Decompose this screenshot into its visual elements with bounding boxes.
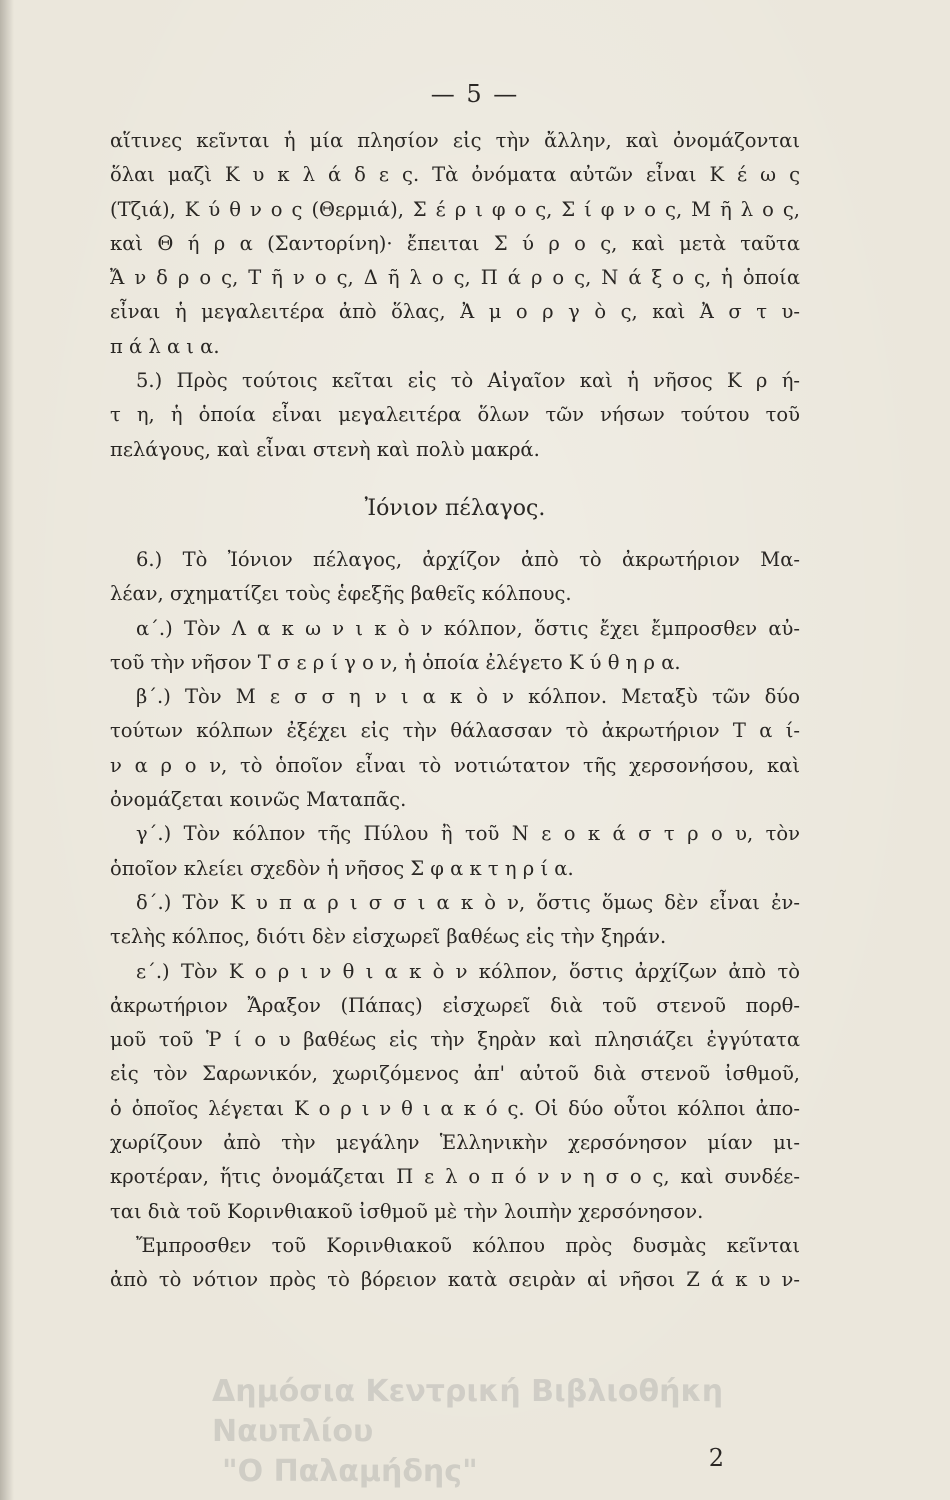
watermark-line: Δημόσια Κεντρική Βιβλιοθήκη Ναυπλίου — [212, 1374, 724, 1449]
text-line: χωρίζουν ἀπὸ τὴν μεγάλην Ἑλληνικὴν χερσόνησον μίαν μι- — [110, 1131, 800, 1155]
text-line: π ά λ α ι α. — [110, 334, 220, 358]
text-line: γ΄.) Τὸν κόλπον τῆς Πύλου ἢ τοῦ Ν ε ο κ ά σ τ ρ ο υ, τὸν — [136, 822, 800, 846]
text-line: τελὴς κόλπος, διότι δὲν εἰσχωρεῖ βαθέως εἰς τὴν ξηράν. — [110, 925, 667, 949]
text-line: ὀνομάζεται κοινῶς Ματαπᾶς. — [110, 788, 407, 812]
text-line: μοῦ τοῦ Ῥ ί ο υ βαθέως εἰς τὴν ξηρὰν καὶ πλησιάζει ἐγγύτατα — [110, 1028, 800, 1052]
text-line: α΄.) Τὸν Λ α κ ω ν ι κ ὸ ν κόλπον, ὅστις ἔχει ἔμπροσθεν αὐ- — [136, 616, 800, 640]
text-line: Ἔμπροσθεν τοῦ Κορινθιακοῦ κόλπου πρὸς δυσμὰς κεῖνται — [136, 1233, 800, 1257]
text-line: 6.) Τὸ Ἰόνιον πέλαγος, ἀρχίζον ἀπὸ τὸ ἀκρωτήριον Μα- — [136, 547, 800, 571]
text-line: ἀκρωτήριον Ἄραξον (Πάπας) εἰσχωρεῖ διὰ τοῦ στενοῦ πορθ- — [110, 993, 800, 1017]
text-line: πελάγους, καὶ εἶναι στενὴ καὶ πολὺ μακρά. — [110, 437, 540, 461]
text-line: ὁ ὁποῖος λέγεται Κ ο ρ ι ν θ ι α κ ό ς. Οἱ δύο οὗτοι κόλποι ἀπο- — [110, 1096, 800, 1120]
text-line: καὶ Θ ή ρ α (Σαντορίνη)· ἔπειται Σ ύ ρ ο ς, καὶ μετὰ ταῦτα — [110, 231, 800, 255]
text-line: κροτέραν, ἥτις ὀνομάζεται Π ε λ ο π ό ν ν η σ ο ς, καὶ συνδέε- — [110, 1165, 800, 1189]
signature-mark: 2 — [708, 1444, 724, 1472]
text-line: Ἄ ν δ ρ ο ς, Τ ῆ ν ο ς, Δ ῆ λ ο ς, Π ά ρ ο ς, Ν ά ξ ο ς, ἡ ὁποία — [110, 266, 800, 290]
text-line: ὁποῖον κλείει σχεδὸν ἡ νῆσος Σ φ α κ τ η ρ ί α. — [110, 856, 574, 880]
text-line: τ η, ἡ ὁποία εἶναι μεγαλειτέρα ὅλων τῶν νήσων τούτου τοῦ — [110, 403, 800, 427]
text-line: ἀπὸ τὸ νότιον πρὸς τὸ βόρειον κατὰ σειρὰν αἱ νῆσοι Ζ ά κ υ ν- — [110, 1268, 800, 1292]
text-line: λέαν, σχηματίζει τοὺς ἑφεξῆς βαθεῖς κόλπους. — [110, 582, 572, 606]
section-heading: Ἰόνιον πέλαγος. — [364, 495, 546, 521]
page-text — [110, 124, 800, 1298]
text-line: β΄.) Τὸν Μ ε σ σ η ν ι α κ ὸ ν κόλπον. Μεταξὺ τῶν δύο — [136, 685, 800, 709]
text-line: τούτων κόλπων ἐξέχει εἰς τὴν θάλασσαν τὸ ἀκρωτήριον Τ α ί- — [110, 719, 800, 743]
text-line: εἶναι ἡ μεγαλειτέρα ἀπὸ ὅλας, Ἀ μ ο ρ γ ὸ ς, καὶ Ἀ σ τ υ- — [110, 300, 800, 324]
text-line: εἰς τὸν Σαρωνικόν, χωριζόμενος ἀπ' αὐτοῦ διὰ στενοῦ ἰσθμοῦ, — [110, 1062, 800, 1086]
text-line: δ΄.) Τὸν Κ υ π α ρ ι σ σ ι α κ ὸ ν, ὅστις ὅμως δὲν εἶναι ἐν- — [136, 890, 800, 914]
text-line: τοῦ τὴν νῆσον Τ σ ε ρ ί γ ο ν, ἡ ὁποία ἐλέγετο Κ ύ θ η ρ α. — [110, 650, 681, 674]
text-line: 5.) Πρὸς τούτοις κεῖται εἰς τὸ Αἰγαῖον καὶ ἡ νῆσος Κ ρ ή- — [136, 369, 800, 393]
text-line: ται διὰ τοῦ Κορινθιακοῦ ἰσθμοῦ μὲ τὴν λοιπὴν χερσόνησον. — [110, 1199, 704, 1223]
text-line: (Τζιά), Κ ύ θ ν ο ς (Θερμιά), Σ έ ρ ι φ ο ς, Σ ί φ ν ο ς, Μ ῆ λ ο ς, — [110, 197, 800, 221]
watermark-line: "Ο Παλαμήδης" — [222, 1454, 478, 1489]
text-line: αἵτινες κεῖνται ἡ μία πλησίον εἰς τὴν ἄλλην, καὶ ὀνομάζονται — [110, 129, 800, 152]
binding-shadow — [0, 0, 14, 1500]
text-line: ε΄.) Τὸν Κ ο ρ ι ν θ ι α κ ὸ ν κόλπον, ὅστις ἀρχίζων ἀπὸ τὸ — [136, 959, 800, 983]
text-line: ν α ρ ο ν, τὸ ὁποῖον εἶναι τὸ νοτιώτατον τῆς χερσονήσου, καὶ — [110, 753, 800, 777]
page-number: — 5 — — [430, 80, 520, 108]
text-line: ὅλαι μαζὶ Κ υ κ λ ά δ ε ς. Τὰ ὀνόματα αὐτῶν εἶναι Κ έ ω ς — [110, 163, 800, 187]
